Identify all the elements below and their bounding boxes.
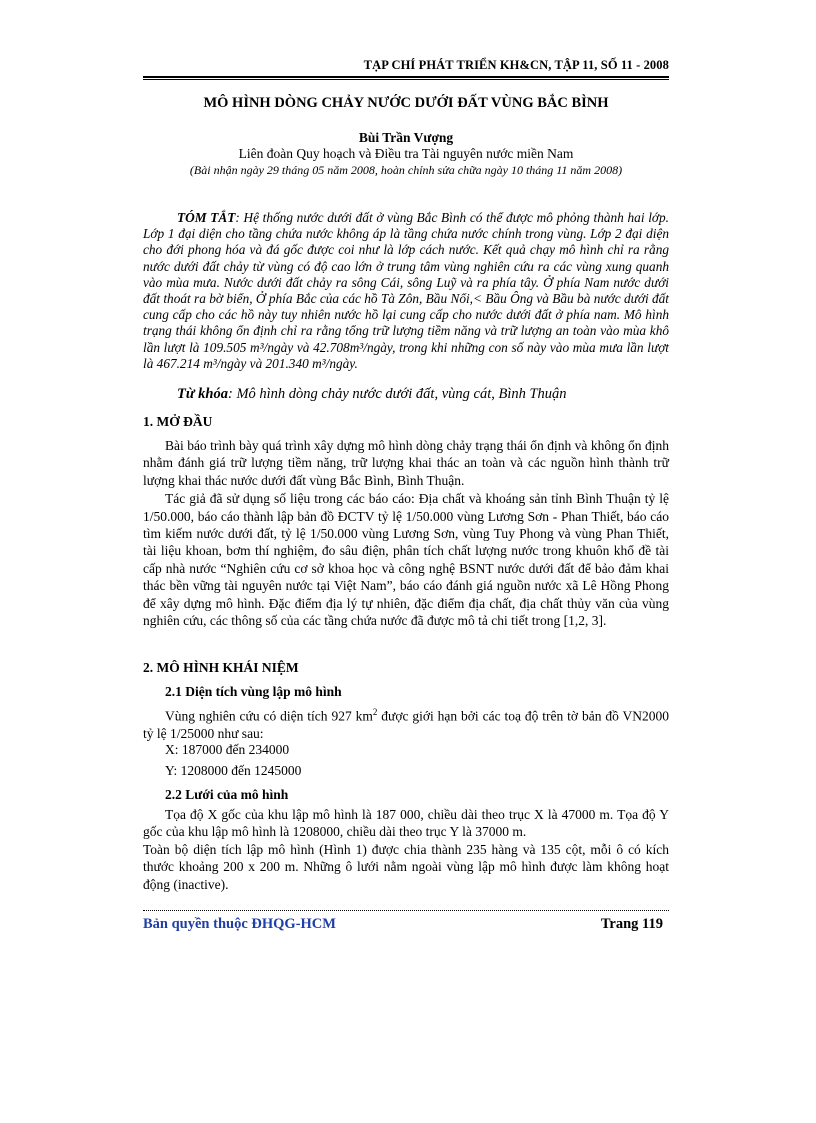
author-affiliation: Liên đoàn Quy hoạch và Điều tra Tài nguyên nước miền Nam	[238, 146, 574, 161]
header-rule-thin	[143, 79, 669, 80]
keywords-label: Từ khóa	[177, 386, 228, 402]
section-1-paragraph-1: Bài báo trình bày quá trình xây dựng mô hình dòng chảy trạng thái ổn định và không ổn định nhằm đánh giá trữ lượng tiềm năng, trữ lượng khai thác an toàn và các nguồn hình thành trữ lượng khai thác nước dưới đất vùng Bắc Bình, Bình Thuận.	[143, 438, 669, 488]
paper-page	[143, 0, 669, 1123]
area-text-b: được giới hạn bởi các toạ độ trên tờ bản đồ VN2000 tỷ lệ 1/25000 như sau:	[143, 708, 669, 741]
received-dates: (Bài nhận ngày 29 tháng 05 năm 2008, hoàn chỉnh sửa chữa ngày 10 tháng 11 năm 2008)	[189, 163, 623, 177]
x-coordinate-range: X: 187000 đến 234000	[165, 742, 290, 757]
author-name: Bùi Trần Vượng	[358, 130, 454, 145]
subsection-2-2-heading: 2.2 Lưới của mô hình	[165, 787, 289, 802]
area-unit-superscript: 2	[372, 707, 378, 717]
abstract-label: TÓM TẮT	[177, 210, 236, 225]
grid-origin-paragraph: Tọa độ X gốc của khu lập mô hình là 187 000, chiều dài theo trục X là 47000 m. Tọa độ Y gốc của khu lập mô hình là 1208000, chiều dài theo trục Y là 37000 m.	[143, 807, 669, 840]
y-coordinate-range: Y: 1208000 đến 1245000	[165, 763, 302, 778]
section-2-heading: 2. MÔ HÌNH KHÁI NIỆM	[143, 660, 299, 675]
header-rule	[143, 76, 669, 78]
section-1-paragraph-2: Tác giả đã sử dụng số liệu trong các báo cáo: Địa chất và khoáng sản tỉnh Bình Thuận tỷ lệ 1/50.000, báo cáo thành lập bản đồ ĐCTV tỷ lệ 1/50.000 vùng Lương Sơn - Phan Thiết, báo cáo tìm kiếm nước dưới đất, tỷ lệ 1/50.000 vùng Lương Sơn, vùng Tuy Phong và vùng Phan Thiết, tài liệu khoan, bơm thí nghiệm, đo sâu điện, phân tích chất lượng nước trong khuôn khổ đề tài cấp nhà nước “Nghiên cứu cơ sở khoa học và công nghệ BSNT nước dưới đất để bảo đảm khai thác bền vững tài nguyên nước tại Việt Nam”, báo cáo đánh giá nguồn nước xã Lê Hồng Phong để xây dựng mô hình. Đặc điểm địa lý tự nhiên, đặc điểm địa chất, địa chất thủy văn của vùng nghiên cứu, các thông số của các tầng chứa nước đã được mô tả chi tiết trong [1,2, 3].	[143, 491, 669, 629]
article-title: MÔ HÌNH DÒNG CHẢY NƯỚC DƯỚI ĐẤT VÙNG BẮC BÌNH	[203, 95, 609, 111]
subsection-2-1-heading: 2.1 Diện tích vùng lập mô hình	[165, 684, 342, 699]
subsection-2-2-body	[143, 806, 669, 893]
page-number: Trang 119	[600, 916, 663, 932]
section-1-heading: 1. MỞ ĐẦU	[143, 414, 213, 429]
subsection-2-1-body	[143, 704, 669, 742]
journal-header: TẠP CHÍ PHÁT TRIỂN KH&CN, TẬP 11, SỐ 11 - 2008	[363, 58, 669, 72]
grid-cells-paragraph: Toàn bộ diện tích lập mô hình (Hình 1) được chia thành 235 hàng và 135 cột, mỗi ô có kích thước khoảng 200 x 200 m. Những ô lưới nằm ngoài vùng lập mô hình được làm không hoạt động (inactive).	[143, 841, 669, 892]
keywords	[177, 386, 669, 403]
area-text-a: Vùng nghiên cứu có diện tích 927 km	[165, 708, 373, 724]
section-1-body	[143, 437, 669, 629]
copyright-notice: Bản quyền thuộc ĐHQG-HCM	[143, 916, 336, 932]
keywords-text: : Mô hình dòng chảy nước dưới đất, vùng cát, Bình Thuận	[227, 386, 567, 402]
footer-rule	[143, 910, 669, 911]
abstract-text: : Hệ thống nước dưới đất ở vùng Bắc Bình có thể được mô phỏng thành hai lớp. Lớp 1 đại diện cho tầng chứa nước không áp là tầng chứa nước chính trong vùng. Lớp 2 đại diện cho đới phong hóa và đá gốc được coi như là lớp cách nước. Kết quả chạy mô hình chỉ ra rằng nước dưới đất chảy từ vùng có độ cao lớn ở trung tâm vùng nghiên cứu ra các vùng xung quanh vào mùa mưa. Nước dưới đất chảy ra sông Cái, sông Luỹ và ra phía tây. Ở phía Nam nước dưới đất thoát ra bờ biển, Ở phía Bắc của các hồ Tà Zôn, Bầu Nổi,< Bầu Ông và Bầu bà nước dưới đất cung cấp cho các hồ này tuy nhiên nước hồ lại cung cấp cho nước dưới đất ở phía nam. Mô hình trạng thái không ổn định chỉ ra rằng tổng trữ lượng tiềm năng và trữ lượng an toàn vào mùa khô lần lượt là 109.505 m³/ngày và 42.708m³/ngày, trong khi những con số này vào mùa mưa lần lượt là 467.214 m³/ngày và 201.340 m³/ngày.	[143, 210, 669, 371]
abstract	[143, 210, 669, 372]
